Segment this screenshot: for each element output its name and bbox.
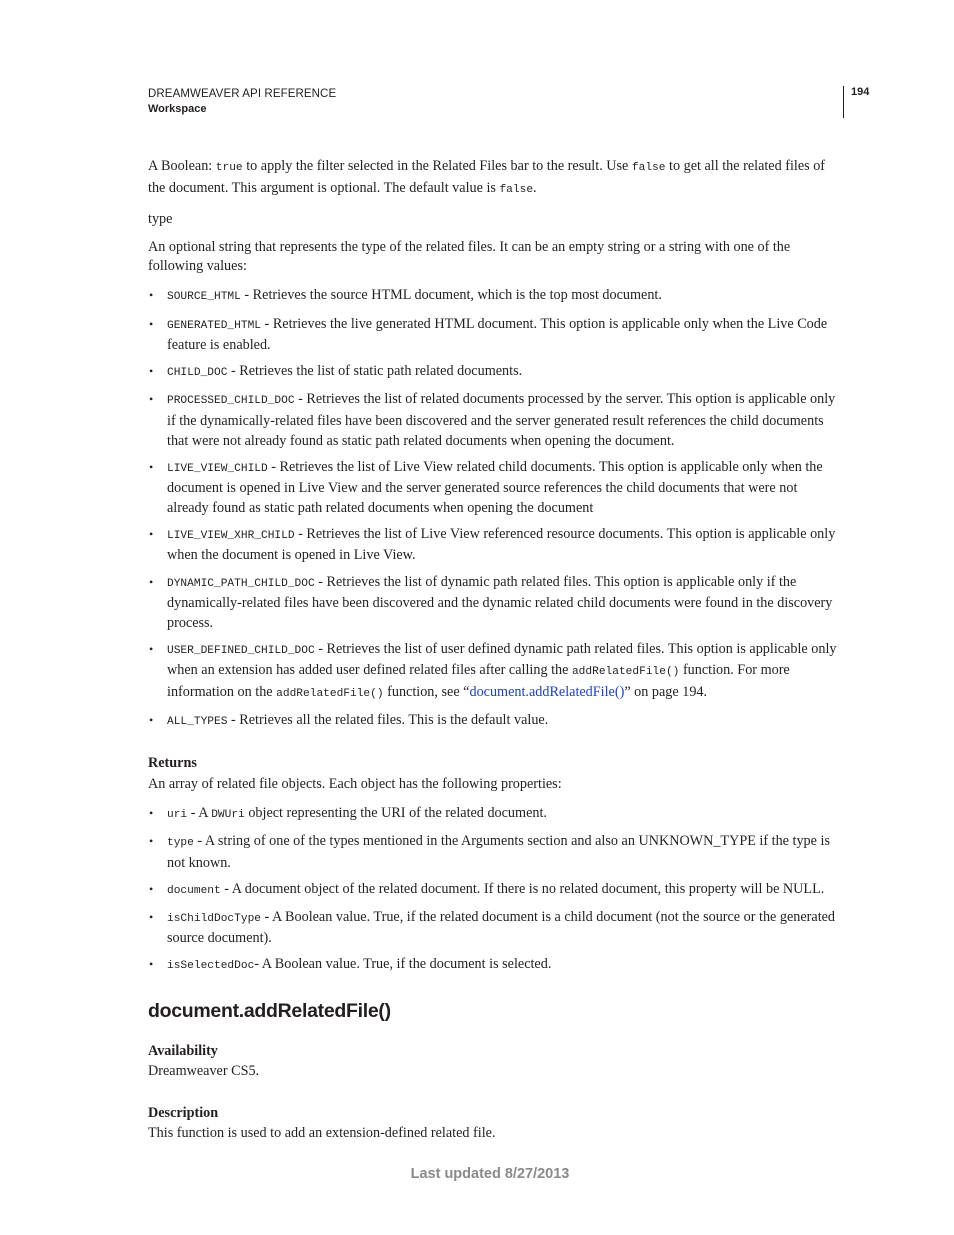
returns-heading: Returns bbox=[148, 755, 197, 772]
description-text: This function is used to add an extension-defined related file. bbox=[148, 1125, 496, 1142]
type-argument-label: type bbox=[148, 210, 173, 227]
return-properties-list bbox=[148, 804, 842, 977]
list-item: • uri - A DWUri object representing the URI of the related document. bbox=[148, 804, 842, 826]
list-item: • GENERATED_HTML - Retrieves the live generated HTML document. This option is applicable only when the Live Code feature is enabled. bbox=[148, 315, 842, 356]
availability-text: Dreamweaver CS5. bbox=[148, 1063, 260, 1080]
cross-reference-link[interactable]: document.addRelatedFile() bbox=[469, 684, 625, 701]
section-name: Workspace bbox=[148, 103, 207, 115]
type-description: An optional string that represents the type of the related files. It can be an empty string or a string with one of the following values: bbox=[148, 238, 791, 275]
description-heading: Description bbox=[148, 1104, 219, 1121]
list-item: • document - A document object of the related document. If there is no related document, this property will be NULL. bbox=[148, 880, 842, 902]
boolean-paragraph: A Boolean: true to apply the filter selected in the Related Files bar to the result. Use false to get all the related files of the document. This argument is optional. The default value is false. bbox=[148, 158, 826, 196]
list-item: • SOURCE_HTML - Retrieves the source HTML document, which is the top most document. bbox=[148, 286, 842, 308]
list-item: • ALL_TYPES - Retrieves all the related files. This is the default value. bbox=[148, 711, 842, 733]
list-item: • LIVE_VIEW_XHR_CHILD - Retrieves the list of Live View referenced resource documents. This option is applicable only when the document is opened in Live View. bbox=[148, 525, 842, 566]
returns-description: An array of related file objects. Each object has the following properties: bbox=[148, 775, 562, 792]
list-item: • DYNAMIC_PATH_CHILD_DOC - Retrieves the list of dynamic path related files. This option is applicable only if the dynamically-related files have been discovered and the dynamic related child documents were found in the discovery process. bbox=[148, 573, 842, 634]
page-content bbox=[148, 157, 842, 1144]
running-header bbox=[148, 87, 336, 117]
header-divider bbox=[843, 86, 844, 118]
list-item: • USER_DEFINED_CHILD_DOC - Retrieves the list of user defined dynamic path related files. This option is applicable only when an extension has added user defined related files after calling the addRelatedFile() function. For more information on the addRelatedFile() function, see “document.addRelatedFile()” on page 194. bbox=[148, 640, 842, 705]
list-item: • isChildDocType - A Boolean value. True, if the related document is a child document (not the source or the generated source document). bbox=[148, 908, 842, 949]
list-item: • LIVE_VIEW_CHILD - Retrieves the list of Live View related child documents. This option is applicable only when the document is opened in Live View and the server generated source references the child documents that were not already found as static path related documents when opening the document bbox=[148, 458, 842, 519]
list-item: • type - A string of one of the types mentioned in the Arguments section and also an UNKNOWN_TYPE if the type is not known. bbox=[148, 832, 842, 873]
page-number: 194 bbox=[851, 86, 870, 98]
page-footer bbox=[0, 1166, 954, 1182]
list-item: • isSelectedDoc- A Boolean value. True, if the document is selected. bbox=[148, 955, 842, 977]
type-values-list bbox=[148, 286, 842, 732]
function-heading: document.addRelatedFile() bbox=[148, 1000, 391, 1023]
list-item: • CHILD_DOC - Retrieves the list of static path related documents. bbox=[148, 362, 842, 384]
doc-title: DREAMWEAVER API REFERENCE bbox=[148, 88, 337, 100]
last-updated: Last updated 8/27/2013 bbox=[410, 1166, 570, 1182]
list-item: • PROCESSED_CHILD_DOC - Retrieves the list of related documents processed by the server. This option is applicable only if the dynamically-related files have been discovered and the server generated result references the child documents that were not already found as static path related documents when opening the document. bbox=[148, 390, 842, 451]
availability-heading: Availability bbox=[148, 1042, 218, 1059]
